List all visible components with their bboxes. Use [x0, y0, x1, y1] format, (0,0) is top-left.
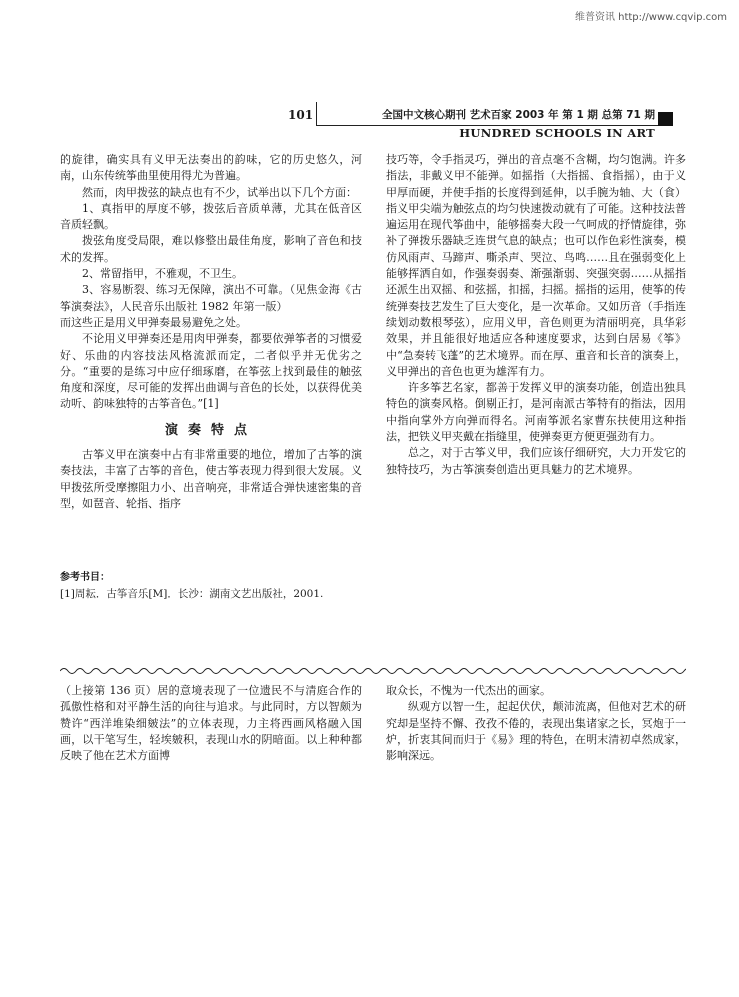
reference-item: [1]周耘．古筝音乐[M]．长沙：湖南文艺出版社，2001. — [60, 588, 324, 600]
references — [60, 570, 380, 602]
paragraph: 的旋律，确实具有义甲无法奏出的韵味，它的历史悠久，河南，山东传统筝曲里使用得尤为普遍。 — [60, 153, 362, 183]
continuation-right-column — [386, 683, 686, 764]
paragraph: 总之，对于古筝义甲，我们应该仔细研究，大力开发它的独特技巧，为古筝演奏创造出更具魅力的艺术境界。 — [386, 446, 686, 476]
right-column — [386, 152, 686, 478]
paragraph: 而这些正是用义甲弹奏最易避免之处。 — [60, 315, 247, 329]
left-column — [60, 152, 362, 512]
journal-title-en: HUNDRED SCHOOLS IN ART — [459, 126, 655, 140]
page-number: 101 — [288, 108, 314, 122]
section-heading: 演奏特点 — [164, 422, 257, 438]
header-vertical-rule — [316, 102, 317, 126]
header-black-block — [658, 112, 673, 126]
paragraph: 古筝义甲在演奏中占有非常重要的地位，增加了古筝的演奏技法，丰富了古筝的音色，使古筝表现力得到很大发展。义甲拨弦所受摩擦阻力小、出音响亮，非常适合弹快速密集的音型，如琶音、轮指、指序 — [60, 448, 362, 510]
continuation-left-column — [60, 683, 362, 764]
paragraph: 然而，肉甲拨弦的缺点也有不少，试举出以下几个方面： — [82, 185, 357, 199]
continuation-paragraph: 纵观方以智一生，起起伏伏，颠沛流离，但他对艺术的研究却是坚持不懈、孜孜不倦的，表现出集诸家之长，冥炮于一炉，折衷其间而归于《易》理的特色，在明末清初卓然成家，影响深远。 — [386, 700, 686, 763]
paragraph: 技巧等，令手指灵巧，弹出的音点毫不含糊，均匀饱满。许多指法，非戴义甲不能弹。如摇指（大指摇、食指摇），由于义甲厚而硬，并使手指的长度得到延伸，以手腕为轴、大（食）指义甲尖端为触弦点的均匀快速拨动就有了可能。这种技法普遍运用在现代筝曲中，能够摇奏大段一气呵成的抒情旋律，弥补了弹拨乐器缺乏连贯气息的缺点；也可以作色彩性演奏，模仿风雨声、马蹄声、嘶杀声、哭泣、鸟鸣……且在强弱变化上能够挥洒自如，作强奏弱奏、渐强渐弱、突强突弱……从摇指还派生出双摇、和弦摇，扣摇，扫摇。摇指的运用，使筝的传统弹奏技艺发生了巨大变化，是一次革命。又如历音（手指连续划动数根琴弦），应用义甲，音色则更为清丽明亮，具华彩效果，并且能很好地适应各种速度要求，达到白居易《筝》中“急奏转飞蓬”的艺术境界。而在厚、重音和长音的演奏上，义甲弹出的音色也更为雄浑有力。 — [386, 153, 686, 378]
continuation-paragraph: 取众长，不愧为一代杰出的画家。 — [386, 684, 551, 697]
paragraph: 许多筝艺名家，都善于发挥义甲的演奏功能，创造出独具特色的演奏风格。倒剔正打，是河南派古筝特有的指法，因用中指向掌外方向弹而得名。河南筝派名家曹东扶使用这种指法，把铁义甲夹戴在指缝里，使弹奏更方便更强劲有力。 — [386, 381, 686, 444]
paragraph: 2、常留指甲，不雅观，不卫生。 — [82, 267, 243, 281]
separator-wave — [60, 664, 686, 678]
watermark: 维普资讯 http://www.cqvip.com — [574, 12, 727, 23]
paragraph: 1、真指甲的厚度不够，拨弦后音质单薄，尤其在低音区音质轻飘。 — [60, 201, 362, 232]
paragraph: 3、容易断裂、练习无保障，演出不可靠。（见焦金海《古筝演奏法》，人民音乐出版社 1982 年第一版） — [60, 283, 362, 313]
continuation-paragraph: （上接第 136 页）居的意境表现了一位遗民不与清庭合作的孤傲性格和对平静生活的向往与追求。与此同时，方以智颇为赞许“西洋堆染细皴法”的立体表现，力主将西画风格融入国画，以干笔写生，轻埃皴积，表现山水的阴暗面。以上种种都反映了他在艺术方面博 — [60, 684, 362, 763]
paragraph: 拨弦角度受局限，难以修整出最佳角度，影响了音色和技术的发挥。 — [60, 234, 362, 264]
journal-title-zh: 全国中文核心期刊 艺术百家 2003 年 第 1 期 总第 71 期 — [381, 109, 655, 121]
paragraph: 不论用义甲弹奏还是用肉甲弹奏，都要依弹筝者的习惯爱好、乐曲的内容技法风格流派而定，二者似乎并无优劣之分。“重要的是练习中应仔细琢磨，在筝弦上找到最佳的触弦角度和深度，尽可能的发挥出曲调与音色的长处，以获得优美动听、韵味独特的古筝音色。”[1] — [60, 332, 362, 411]
references-title: 参考书目： — [60, 572, 110, 583]
